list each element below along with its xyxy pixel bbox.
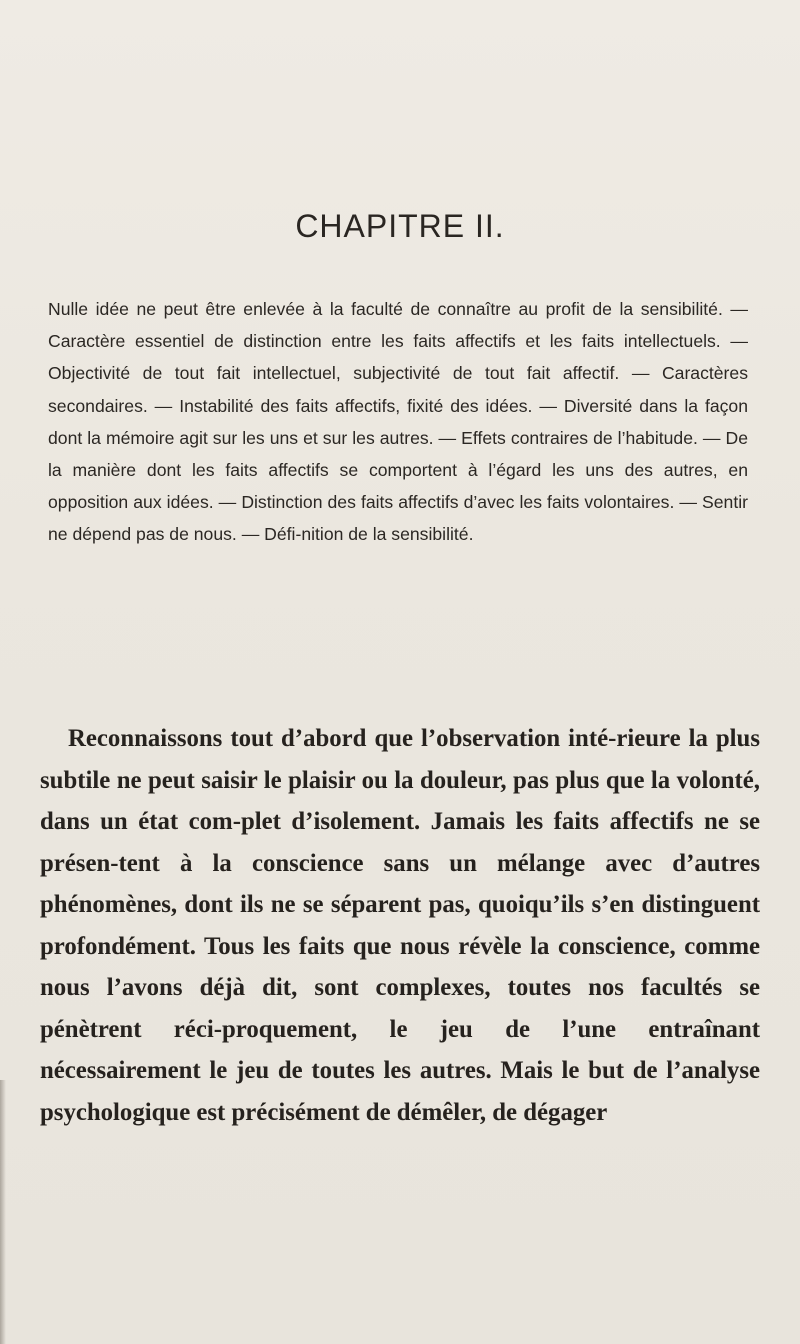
chapter-summary: Nulle idée ne peut être enlevée à la faculté de connaître au profit de la sensibilité. — Caractère essentiel de distinction entre les faits affectifs et les faits intellectuels. — Objectivité de tout fait intellectuel, subjectivité de tout fait affectif. — Caractères secondaires. — Instabilité des faits affectifs, fixité des idées. — Diversité dans la façon dont la mémoire agit sur les uns et sur les autres. — Effets contraires de l’habitude. — De la manière dont les faits affectifs se comportent à l’égard les uns des autres, en opposition aux idées. — Distinction des faits affectifs d’avec les faits volontaires. — Sentir ne dépend pas de nous. — Défi-nition de la sensibilité. bbox=[48, 299, 748, 545]
chapter-title: CHAPITRE II. bbox=[295, 208, 505, 244]
body-paragraph: Reconnaissons tout d’abord que l’observation inté-rieure la plus subtile ne peut saisir le plaisir ou la douleur, pas plus que la volonté, dans un état com-plet d’isolement. Jamais les faits affectifs ne se présen-tent à la conscience sans un mélange avec d’autres phénomènes, dont ils ne se séparent pas, quoiqu’ils s’en distinguent profondément. Tous les faits que nous révèle la conscience, comme nous l’avons déjà dit, sont complexes, toutes nos facultés se pénètrent réci-proquement, le jeu de l’une entraînant nécessairement le jeu de toutes les autres. Mais le but de l’analyse psychologique est précisément de démêler, de dégager bbox=[40, 725, 760, 1126]
page-gutter-shadow bbox=[0, 1080, 6, 1344]
